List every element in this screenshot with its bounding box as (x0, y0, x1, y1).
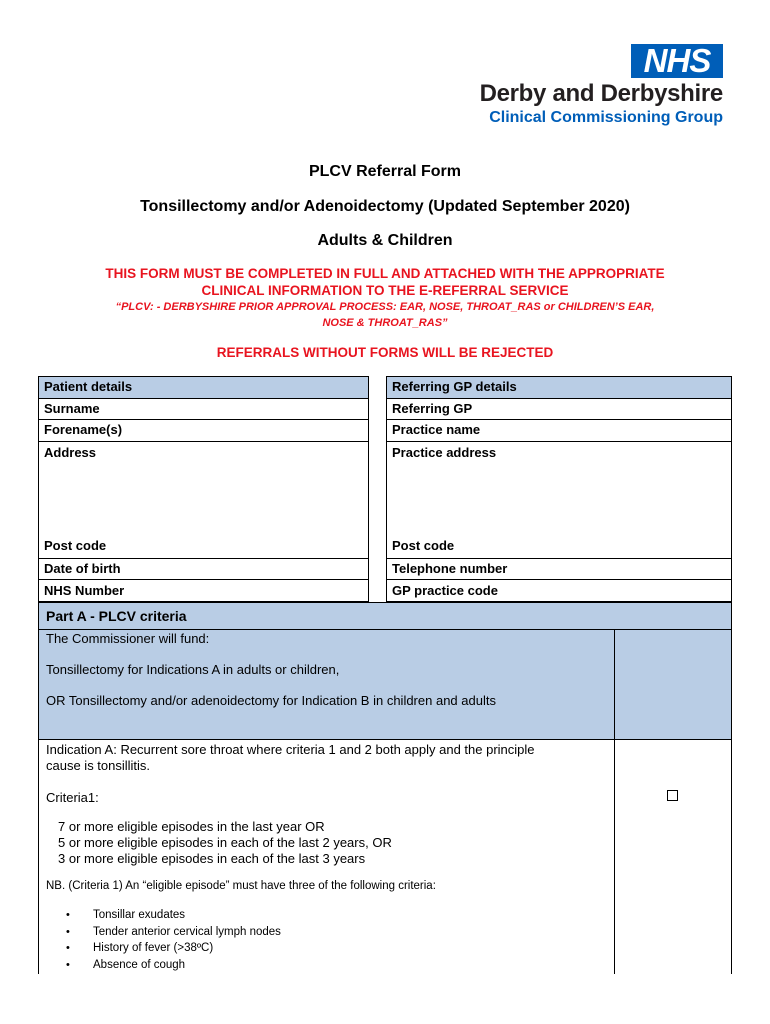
fund-option-a: Tonsillectomy for Indications A in adults or children, (46, 662, 340, 677)
gp-postcode-field[interactable]: Post code (392, 538, 455, 553)
address-field[interactable]: Address (44, 445, 97, 460)
form-title: PLCV Referral Form (308, 163, 462, 180)
referring-gp-field[interactable]: Referring GP (392, 401, 473, 416)
practice-code-field[interactable]: GP practice code (392, 583, 498, 598)
forename-field[interactable]: Forename(s) (44, 422, 123, 437)
criteria-option-3: 3 or more eligible episodes in each of the last 3 years (58, 851, 366, 866)
list-item: Absence of cough (93, 959, 186, 971)
bullet-icon: • (66, 926, 70, 938)
warning-line-4: NOSE & THROAT_RAS” (322, 317, 448, 329)
warning-line-1: THIS FORM MUST BE COMPLETED IN FULL AND ATTACHED WITH THE APPROPRIATE (105, 266, 665, 281)
nhs-logo: NHS (631, 44, 723, 78)
nhs-number-field[interactable]: NHS Number (44, 583, 125, 598)
gp-details-header: Referring GP details (386, 376, 731, 398)
practice-name-field[interactable]: Practice name (392, 422, 481, 437)
eligible-episode-note: NB. (Criteria 1) An “eligible episode” must have three of the following criteria: (46, 880, 436, 892)
procedure-title: Tonsillectomy and/or Adenoidectomy (Updated September 2020) (140, 198, 630, 215)
organisation-name: Derby and Derbyshire (479, 80, 723, 107)
part-a-title: Part A - PLCV criteria (46, 608, 187, 624)
telephone-field[interactable]: Telephone number (392, 561, 508, 576)
fund-option-b: OR Tonsillectomy and/or adenoidectomy for Indication B in children and adults (46, 693, 496, 708)
rejected-warning: REFERRALS WITHOUT FORMS WILL BE REJECTED (216, 345, 554, 360)
indication-a-line-1: Indication A: Recurrent sore throat where criteria 1 and 2 both apply and the principle (46, 742, 535, 757)
criteria-label: Criteria1: (46, 790, 99, 805)
criteria-option-2: 5 or more eligible episodes in each of the last 2 years, OR (58, 835, 392, 850)
population-title: Adults & Children (317, 232, 453, 249)
list-item: History of fever (>38ºC) (93, 942, 214, 954)
part-a-header (38, 603, 731, 629)
patient-details-header: Patient details (38, 376, 368, 398)
organisation-subtitle: Clinical Commissioning Group (489, 109, 723, 126)
practice-address-field[interactable]: Practice address (392, 445, 497, 460)
warning-line-3: “PLCV: - DERBYSHIRE PRIOR APPROVAL PROCESS: EAR, NOSE, THROAT_RAS or CHILDREN’S EAR, (115, 301, 655, 313)
bullet-icon: • (66, 942, 70, 954)
postcode-field[interactable]: Post code (44, 538, 107, 553)
list-item: Tender anterior cervical lymph nodes (93, 926, 281, 938)
criteria-option-1: 7 or more eligible episodes in the last year OR (58, 819, 325, 834)
warning-line-2: CLINICAL INFORMATION TO THE E-REFERRAL SERVICE (201, 283, 569, 298)
dob-field[interactable]: Date of birth (44, 561, 121, 576)
indication-a-line-2: cause is tonsillitis. (46, 758, 151, 773)
list-item: Tonsillar exudates (93, 909, 186, 921)
bullet-icon: • (66, 909, 70, 921)
criteria-1-checkbox[interactable] (667, 790, 678, 801)
fund-intro: The Commissioner will fund: (46, 631, 210, 646)
bullet-icon: • (66, 959, 70, 971)
surname-field[interactable]: Surname (44, 401, 100, 416)
